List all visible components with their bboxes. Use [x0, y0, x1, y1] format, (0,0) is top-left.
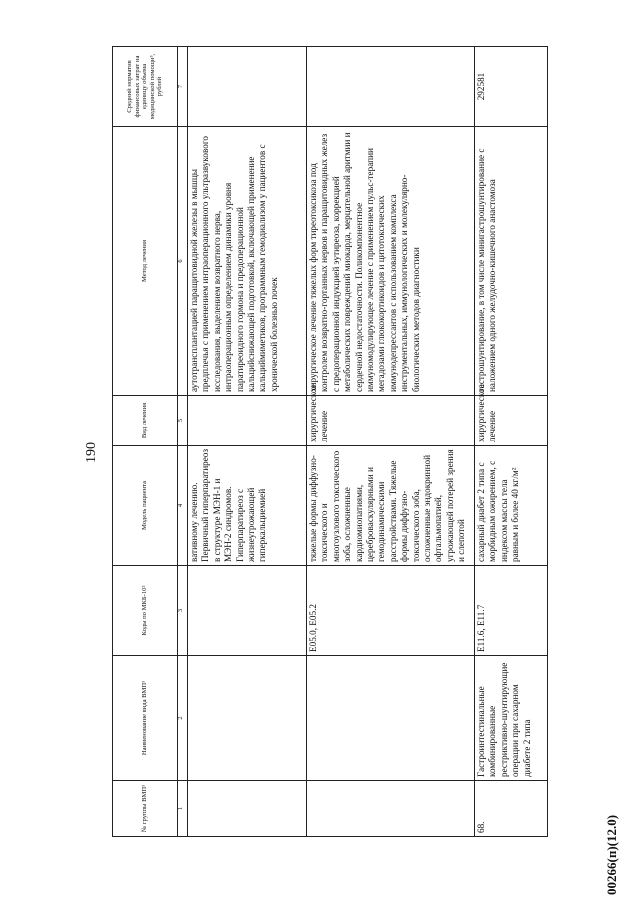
column-number: 7: [178, 47, 188, 127]
header-cost: Средний норматив финансовых затрат на единицу объема медицинской помощи³, рублей: [113, 47, 178, 127]
cell-codes: [188, 566, 307, 656]
cell-cost: 292581: [475, 47, 548, 127]
header-name: Наименование вида ВМП¹: [113, 656, 178, 781]
cell-codes: E05.0, E05.2: [307, 566, 475, 656]
cell-name: [307, 656, 475, 781]
column-number: 1: [178, 781, 188, 837]
cell-method: хирургическое лечение тяжелых форм тиреотоксикоза под контролем возвратно-гортанных нервов и паращитовидных желез с предоперационной индукцией эутиреоза, коррекцией метаболических повреждений миокарда, мерцательной аритмии и сердечной недостаточности. Поликомпонентное иммуномодулирующее лечение с применением пульс-терапии мегадозами глюкокортикоидов и цитотоксических иммунодепрессантов с использованием комплекса инструментальных, иммунологических и молекулярно-биологических методов диагностики: [307, 127, 475, 396]
document-code: 00266(п)(12.0): [604, 814, 619, 895]
cell-cost: [188, 47, 307, 127]
cell-cost: [307, 47, 475, 127]
cell-treatment-type: хирургическое лечение: [475, 396, 548, 446]
cell-codes: E11.6, E11.7: [475, 566, 548, 656]
vmp-table: [112, 46, 548, 837]
column-number-row: [178, 47, 188, 837]
cell-treatment-type: хирургическое лечение: [307, 396, 475, 446]
cell-model: сахарный диабет 2 типа с морбидным ожирением, с индексом массы тела равным и более 40 кг/м²: [475, 446, 548, 566]
cell-group: [307, 781, 475, 837]
table-header-row: [113, 47, 178, 837]
cell-model: тяжелые формы диффузно-токсического и многоузлового токсического зоба, осложненные кардиомиопатиями, цереброваскулярными и гемодинамическими расстройствами. Тяжелые формы диффузно-токсического зоба, осложненные эндокринной офтальмопатией, угрожающей потерей зрения и слепотой: [307, 446, 475, 566]
table-row: [188, 47, 307, 837]
cell-group: [188, 781, 307, 837]
column-number: 6: [178, 127, 188, 396]
cell-name: Гастроинтестинальные комбинированные рестриктивно-шунтирующие операции при сахарном диабете 2 типа: [475, 656, 548, 781]
column-number: 5: [178, 396, 188, 446]
table-row: [475, 47, 548, 837]
column-number: 4: [178, 446, 188, 566]
header-codes: Коды по МКБ-10²: [113, 566, 178, 656]
column-number: 2: [178, 656, 188, 781]
table-row: [307, 47, 475, 837]
column-number: 3: [178, 566, 188, 656]
header-treatment-type: Вид лечения: [113, 396, 178, 446]
header-model: Модель пациента: [113, 446, 178, 566]
header-method: Метод лечения: [113, 127, 178, 396]
cell-treatment-type: [188, 396, 307, 446]
cell-name: [188, 656, 307, 781]
cell-model: вативному лечению. Первичный гиперпаратиреоз в структуре МЭН-1 и МЭН-2 синдромов. Гиперпаратиреоз с жизнеугрожающей гиперкальциемией: [188, 446, 307, 566]
cell-method: гастрошунтирование, в том числе минигастрошунтирование с наложением одного желудочно-кишечного анастомоза: [475, 127, 548, 396]
page-number: 190: [84, 442, 99, 463]
cell-group: 68.: [475, 781, 548, 837]
cell-method: аутотрансплантацией паращитовидной железы в мышцы предплечья с применением интраоперационного ультразвукового исследования, выделением возвратного нерва, интраоперационным определением динамики уровня паратиреоидного гормона и предоперационной кальцийснижающей подготовкой, включающей применение кальциймиметиков, программным гемодиализом у пациентов с хронической болезнью почек: [188, 127, 307, 396]
header-group: № группы ВМП¹: [113, 781, 178, 837]
